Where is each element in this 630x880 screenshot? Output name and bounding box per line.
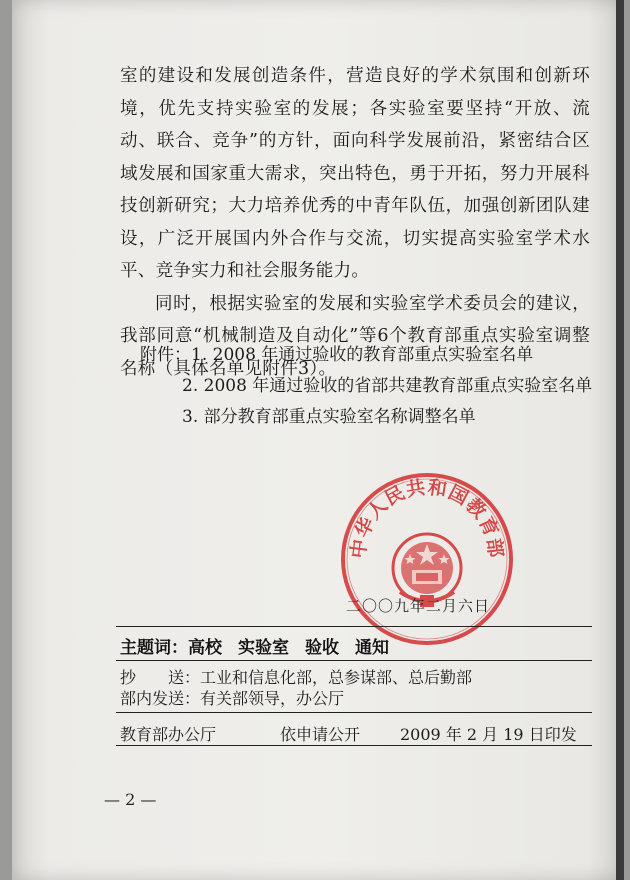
attachment-2: 2. 2008 年通过验收的省部共建教育部重点实验室名单 <box>182 376 593 396</box>
attachment-1: 附件：1. 2008 年通过验收的教育部重点实验室名单 <box>140 345 534 365</box>
keyword: 通知 <box>355 638 389 658</box>
keyword: 实验室 <box>238 638 289 658</box>
seal-text: 中华人民共和国教育部 <box>347 476 507 560</box>
issue-date: 二〇〇九年二月六日 <box>346 597 491 615</box>
page-number: — 2 — <box>104 790 157 809</box>
divider-bottom <box>116 745 592 746</box>
divider-lower <box>116 712 592 713</box>
paragraph-2: 同时，根据实验室的发展和实验室学术委员会的建议，我部同意“机械制造及自动化”等6个教育部重点实验室调整名称（具体名单见附件3）。 <box>120 293 590 379</box>
subject-keywords <box>120 633 405 658</box>
body-text <box>120 60 590 385</box>
paragraph-1: 室的建设和发展创造条件，营造良好的学术氛围和创新环境，优先支持实验室的发展；各实验室要坚持“开放、流动、联合、竞争”的方针，面向科学发展前沿，紧密结合区域发展和国家重大需求，突出特色，勇于开拓，努力开展科技创新研究；大力培养优秀的中青年队伍，加强创新团队建设，广泛开展国内外合作与交流，切实提高实验室学术水平、竞争实力和社会服务能力。 <box>120 66 590 281</box>
official-seal <box>338 470 516 648</box>
cc-internal: 部内发送：有关部领导，办公厅 <box>120 689 345 708</box>
issuer: 教育部办公厅 <box>120 725 217 744</box>
subject-label: 主题词： <box>120 638 188 658</box>
divider-top <box>116 626 592 627</box>
keyword: 高校 <box>188 638 222 658</box>
cc-external: 抄 送：工业和信息化部，总参谋部、总后勤部 <box>120 668 473 687</box>
divider-middle <box>116 660 592 661</box>
keyword: 验收 <box>305 638 339 658</box>
scan-edge <box>616 0 624 880</box>
attachment-3: 3. 部分教育部重点实验室名称调整名单 <box>182 407 476 427</box>
print-date: 2009 年 2 月 19 日印发 <box>400 725 577 744</box>
disclosure: 依申请公开 <box>280 725 361 744</box>
